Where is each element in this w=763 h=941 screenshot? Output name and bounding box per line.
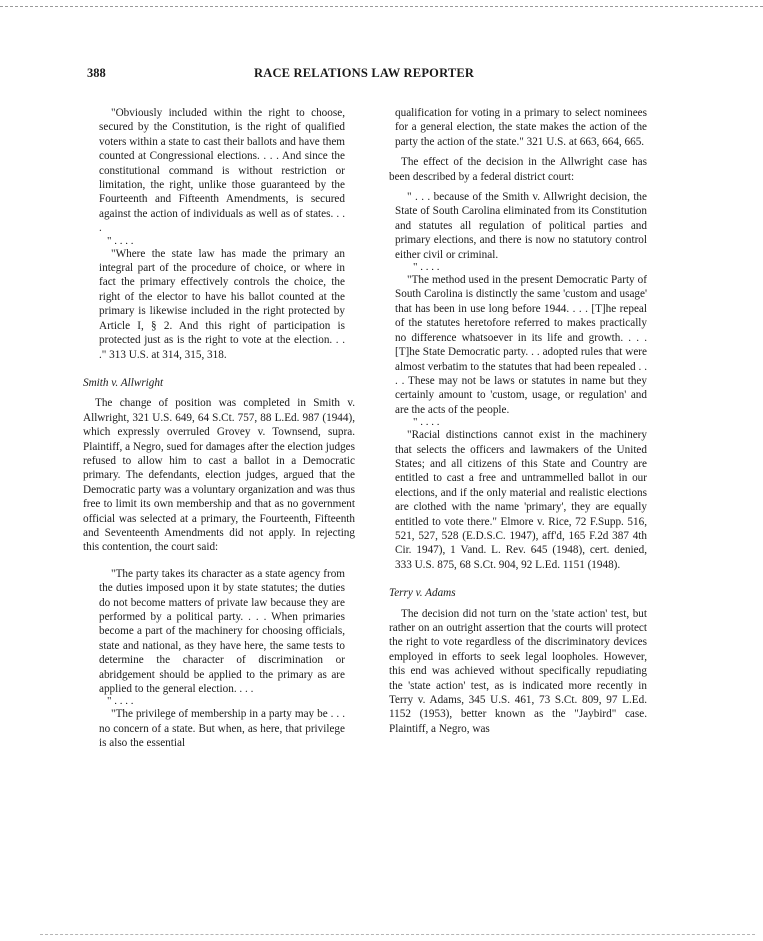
quote-paragraph: "Obviously included within the right to choose, secured by the Constitution, is the right of qualified voters within a state to cast their ballots and have them counted at Congressional elections. . . . And since the constitutional command is without restriction or limitation, the right, unlike those guaranteed by the Fourteenth and Fifteenth Amendments, is secured against the action of individuals as well as of states. . . . <box>99 107 345 235</box>
ellipsis-mark: " . . . . <box>413 416 440 429</box>
quote-paragraph: qualification for voting in a primary to select nominees for a general election, the state makes the action of the party the action of the state." 321 U.S. at 663, 664, 665. <box>395 107 647 148</box>
ellipsis-mark: " . . . . <box>413 261 440 274</box>
section-heading: Smith v. Allwright <box>83 376 164 389</box>
left-column <box>83 106 355 751</box>
quote-paragraph: "Racial distinctions cannot exist in the machinery that selects the officers and lawmakers of the United States; and all citizens of this State and Country are entitled to cast a free and untrammelled ballot in our elections, and if the only material and realistic elections are clothed with the name 'primary', they are equally entitled to vote there." Elmore v. Rice, 72 F.Supp. 516, 521, 527, 528 (E.D.S.C. 1947), aff'd, 165 F.2d 387 4th Cir. 1947), 1 Vand. L. Rev. 645 (1948), cert. denied, 333 U.S. 875, 68 S.Ct. 904, 92 L.Ed. 1151 (1948). <box>395 429 647 571</box>
quote-paragraph: "The privilege of membership in a party may be . . . no concern of a state. But when, as here, that privilege is also the essential <box>99 708 345 750</box>
quote-paragraph: "The party takes its character as a state agency from the duties imposed upon it by state statutes; the duties do not become matters of private law because they are performed by a political party. . . . When primaries become a part of the machinery for choosing officials, state and national, as they have here, the same tests to determine the character of discrimination or abridgement should be applied to the primary as are applied to the general election. . . . <box>99 567 345 696</box>
bottom-scan-rule <box>40 934 755 935</box>
body-paragraph: The effect of the decision in the Allwright case has been described by a federal district court: <box>389 156 647 183</box>
quote-paragraph: "Where the state law has made the primary an integral part of the procedure of choice, or where in fact the primary effectively controls the choice, the right of the elector to have his ballot counted at the primary is likewise included in the right protected by Article I, § 2. And this right of participation is protected just as is the right to vote at the election. . . ." 313 U.S. at 314, 315, 318. <box>99 247 345 361</box>
running-head: RACE RELATIONS LAW REPORTER <box>254 66 475 80</box>
ellipsis-mark: " . . . . <box>107 234 134 247</box>
top-scan-rule <box>0 6 763 7</box>
quote-paragraph: "The method used in the present Democratic Party of South Carolina is distinctly the same 'custom and usage' that has been in use long before 1944. . . . [T]he repeal of the statutes heretofore referred to makes practically no difference whatsoever in its life and growth. . . . [T]he State Democratic party. . . adopted rules that were almost verbatim to the statutes that had been repealed . . . . These may not be laws or statutes in name but they certainly amount to 'custom, usage, or regulation' and are the acts of the people. <box>395 274 647 416</box>
body-paragraph: The decision did not turn on the 'state action' test, but rather on an outright assertion that the courts will protect the right to vote regardless of the discriminatory devices employed in efforts to seek legal loopholes. However, this end was achieved without specifically repudiating the 'state action' test, as is indicated more recently in Terry v. Adams, 345 U.S. 461, 73 S.Ct. 809, 97 L.Ed. 1152 (1953), better known as the "Jaybird" case. Plaintiff, a Negro, was <box>389 607 647 735</box>
ellipsis-mark: " . . . . <box>107 695 134 708</box>
right-column <box>389 106 647 736</box>
page-number: 388 <box>87 66 106 80</box>
quote-paragraph: " . . . because of the Smith v. Allwright decision, the State of South Carolina eliminated from its Constitution and statutes all regulation of political parties and primary elections, and there is now no statutory control either civil or criminal. <box>395 191 647 261</box>
section-heading: Terry v. Adams <box>389 587 456 600</box>
body-paragraph: The change of position was completed in Smith v. Allwright, 321 U.S. 649, 64 S.Ct. 757, 88 L.Ed. 987 (1944), which expressly overruled Grovey v. Townsend, supra. Plaintiff, a Negro, sued for damages after the election judges refused to allow him to cast a ballot in a Democratic primary. The defendants, election judges, argued that the Democratic party was a voluntary organization and was thus free to limit its own membership and that as no government official was selected at a primary, the Fourteenth, Fifteenth and Seventeenth Amendments did not apply. In rejecting this contention, the court said: <box>83 397 355 554</box>
